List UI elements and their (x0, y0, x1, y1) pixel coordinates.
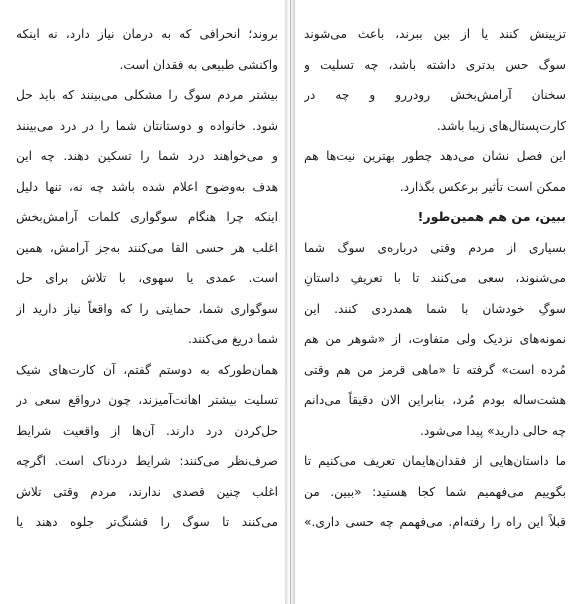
text-line: تزیینش کنند یا از بین ببرند، باعث می‌شوند (304, 27, 566, 41)
left-page (16, 19, 278, 538)
text-line: تسلیت بیشتر اهانت‌آمیزند، چون درواقع سعی در (16, 393, 278, 407)
text-line: هشت‌ساله بودم مُرد، بنابراین الان دقیقاً می‌دانم (304, 393, 566, 407)
text-line: مُرده است» گرفته تا «ماهی قرمز من هم وقتی (304, 362, 566, 377)
text-line: ممکن است تأثیر برعکس بگذارد. (399, 179, 566, 194)
text-line: بگوییم می‌فهمیم شما کجا هستید: «ببین. من (304, 484, 566, 499)
section-heading: ببین، من هم همین‌طور! (417, 209, 566, 224)
text-line: سوگواری شما، حمایتی را که واقعاً نیاز دارید از (16, 301, 278, 316)
text-line: قبلاً این راه را رفته‌ام. می‌فهمم چه حسی داری.» (304, 515, 566, 529)
text-line: واکنشی طبیعی به فقدان است. (119, 57, 278, 72)
text-line: است. عمدی یا سهوی، با تلاش برای حل (16, 271, 278, 285)
gutter-fold-line (290, 0, 291, 604)
text-line: سوگِ خودشان با شما همدردی کنند. این (304, 301, 566, 316)
text-line: سوگ حس بدتری داشته باشد، چه تسلیت و (304, 57, 566, 72)
text-line: اینکه چرا هنگام سوگواری کلمات آرامش‌بخش (16, 210, 278, 224)
text-line: سخنان آرامش‌بخش رودررو و چه در (304, 88, 566, 102)
text-line: و می‌خواهند درد شما را تسکین دهند. چه این (16, 149, 278, 163)
text-line: ما داستان‌هایی از فقدان‌هایمان تعریف می‌کنیم تا (304, 454, 566, 468)
text-line: می‌کنند تا سوگ را قشنگ‌تر جلوه دهند یا (16, 515, 278, 529)
text-line: شما دریغ می‌کنند. (187, 332, 278, 346)
text-line: شود. خانواده و دوستانتان شما را در درد می‌بینند (16, 118, 278, 133)
text-line: بسیاری از مردم وقتی درباره‌ی سوگ شما (304, 240, 566, 255)
right-page (304, 19, 566, 538)
text-line: این فصل نشان می‌دهد چطور بهترین نیت‌ها هم (304, 149, 566, 163)
text-line: بروند؛ انحرافی که به درمان نیاز دارد، نه اینکه (16, 27, 278, 41)
text-line: همان‌طورکه به دوستم گفتم، آن کارت‌های شیک (16, 362, 278, 377)
text-line: اغلب چنین قصدی ندارند، مردم وقتی تلاش (16, 484, 278, 499)
text-line: چه حالی دارید» پیدا می‌شود. (420, 423, 566, 438)
text-line: کارت‌پستال‌های زیبا باشد. (436, 118, 566, 133)
text-line: می‌شنوند، سعی می‌کنند تا با تعریفِ داستانِ (304, 271, 566, 285)
text-line: اغلب هر حسی القا می‌کنند به‌جز آرامش، همین (16, 240, 278, 255)
text-line: هدف به‌وضوح اعلام شده باشد چه نه، تنها دلیل (16, 179, 278, 194)
text-line: نمونه‌های نزدیک ولی متفاوت، از «شوهر من هم (304, 332, 566, 346)
text-line: بیشتر مردم سوگ را مشکلی می‌بینند که باید حل (16, 88, 278, 102)
text-line: صرف‌نظر می‌کنند: شرایط دردناک است. اگرچه (16, 454, 278, 468)
text-line: حل‌کردن درد دارند. آن‌ها از واقعیت شرایط (16, 423, 278, 438)
